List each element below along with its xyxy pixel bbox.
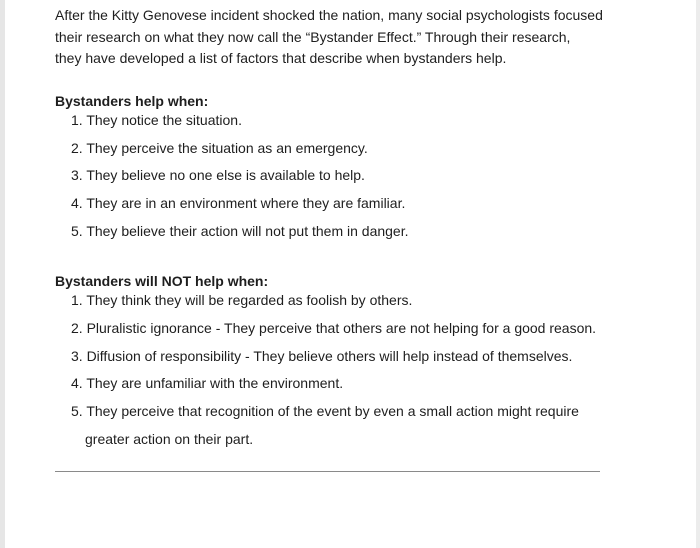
intro-line-3: they have developed a list of factors that describe when bystanders help.	[55, 50, 507, 66]
page-right-edge	[696, 0, 700, 548]
page-left-edge	[0, 0, 5, 548]
not-help-item: 4. They are unfamiliar with the environment.	[71, 375, 344, 391]
not-help-item-continuation: greater action on their part.	[85, 431, 254, 447]
not-help-heading: Bystanders will NOT help when:	[55, 273, 269, 289]
intro-line-2: their research on what they now call the “Bystander Effect.” Through their research,	[55, 29, 571, 45]
horizontal-rule	[55, 471, 600, 472]
help-item: 3. They believe no one else is available to help.	[71, 167, 365, 183]
help-heading: Bystanders help when:	[55, 93, 209, 109]
not-help-item: 5. They perceive that recognition of the event by even a small action might require	[71, 403, 579, 419]
not-help-item: 3. Diffusion of responsibility - They believe others will help instead of themselves.	[71, 348, 573, 364]
help-item: 4. They are in an environment where they are familiar.	[71, 195, 406, 211]
help-item: 5. They believe their action will not put them in danger.	[71, 223, 409, 239]
help-item: 2. They perceive the situation as an emergency.	[71, 140, 368, 156]
not-help-item: 2. Pluralistic ignorance - They perceive that others are not helping for a good reason.	[71, 320, 597, 336]
help-item: 1. They notice the situation.	[71, 112, 242, 128]
intro-line-1: After the Kitty Genovese incident shocked the nation, many social psychologists focused	[55, 7, 603, 23]
not-help-item: 1. They think they will be regarded as foolish by others.	[71, 292, 413, 308]
